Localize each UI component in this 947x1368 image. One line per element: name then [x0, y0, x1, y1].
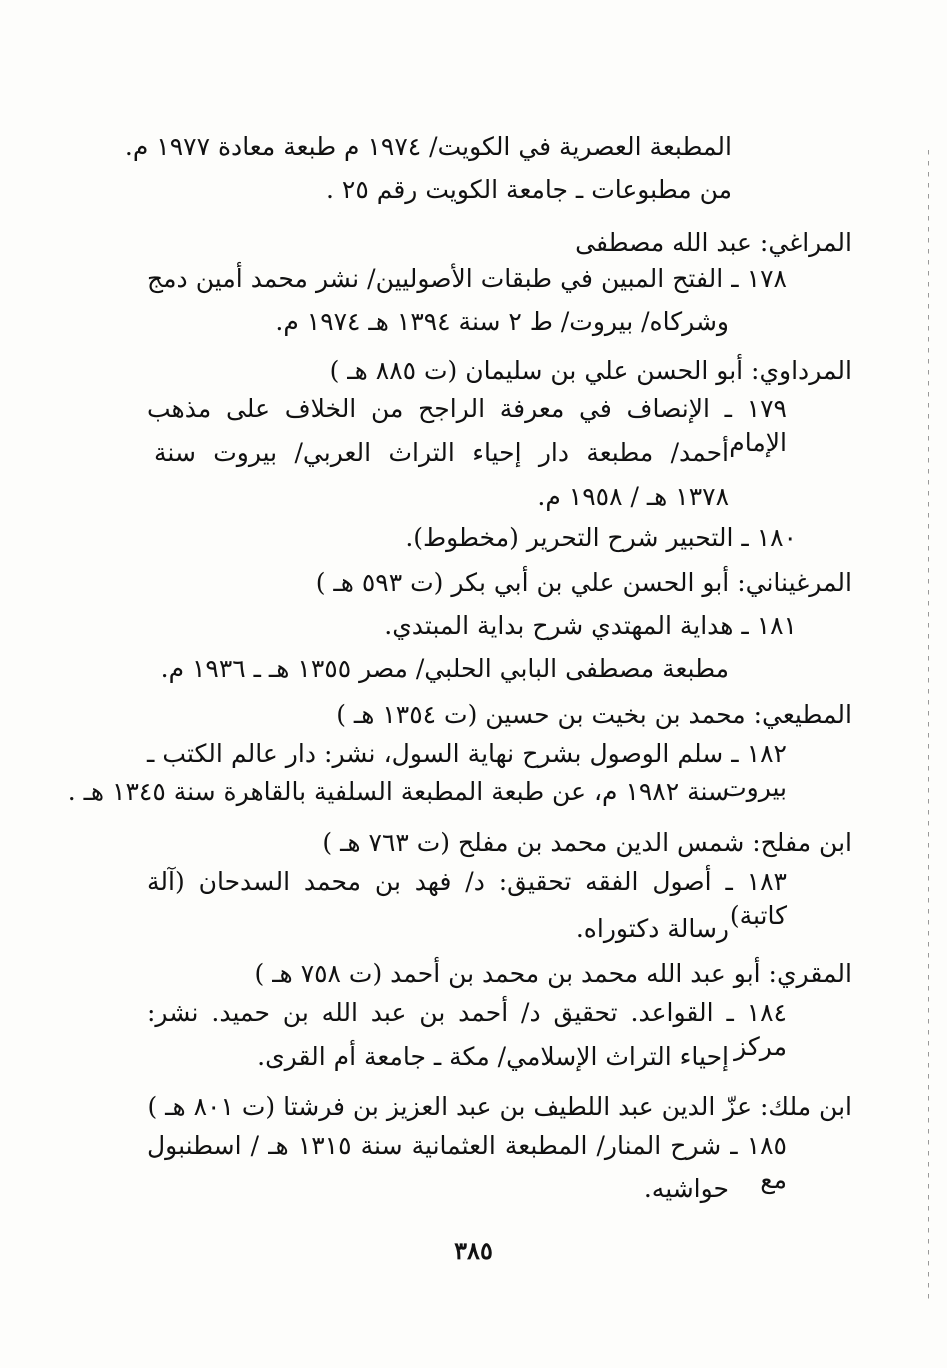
entry-author: المرداوي: أبو الحسن علي بن سليمان (ت ٨٨٥ هـ ) [329, 356, 852, 385]
entry-title: ١٨٥ ـ شرح المنار/ المطبعة العثمانية سنة ١٣١٥ هـ / اسطنبول مع [147, 1131, 787, 1194]
text-line: سنة ١٩٨٢ م، عن طبعة المطبعة السلفية بالقاهرة سنة ١٣٤٥ هـ . [67, 777, 729, 806]
entry-author: المقري: أبو عبد الله محمد بن محمد بن أحمد (ت ٧٥٨ هـ ) [254, 959, 852, 988]
text-line: المطبعة العصرية في الكويت/ ١٩٧٤ م طبعة معادة ١٩٧٧ م. [124, 132, 732, 161]
text-line: من مطبوعات ـ جامعة الكويت رقم ٢٥ . [326, 175, 732, 204]
entry-title: ١٧٨ ـ الفتح المبين في طبقات الأصوليين/ نشر محمد أمين دمج [147, 264, 787, 293]
entry-title: ١٨٣ ـ أصول الفقه تحقيق: د/ فهد بن محمد السدحان (آلة كاتبة) [147, 867, 787, 930]
text-line: أحمد/ مطبعة دار إحياء التراث العربي/ بيروت سنة [154, 438, 729, 467]
entry-author: المراغي: عبد الله مصطفى [575, 228, 852, 257]
text-line: ١٣٧٨ هـ / ١٩٥٨ م. [537, 482, 729, 511]
entry-author: المرغيناني: أبو الحسن علي بن أبي بكر (ت ٥٩٣ هـ ) [315, 568, 852, 597]
entry-title: ١٨١ ـ هداية المهتدي شرح بداية المبتدي. [384, 611, 797, 640]
text-line: وشركاه/ بيروت/ ط ٢ سنة ١٣٩٤ هـ ١٩٧٤ م. [275, 307, 729, 336]
page-number: ٣٨٥ [454, 1236, 493, 1265]
text-line: إحياء التراث الإسلامي/ مكة ـ جامعة أم القرى. [257, 1042, 729, 1071]
text-line: رسالة دكتوراه. [575, 914, 729, 943]
page-edge-dots [928, 150, 929, 1300]
entry-title: ١٨٠ ـ التحبير شرح التحرير (مخطوط). [405, 523, 797, 552]
entry-title: ١٨٤ ـ القواعد. تحقيق د/ أحمد بن عبد الله بن حميد. نشر: مركز [147, 998, 787, 1061]
entry-title: ١٨٢ ـ سلم الوصول بشرح نهاية السول، نشر: دار عالم الكتب ـ بيروت [147, 739, 787, 802]
entry-title: ١٧٩ ـ الإنصاف في معرفة الراجح من الخلاف على مذهب الإمام [147, 394, 787, 457]
entry-author: ابن ملك: عزّ الدين عبد اللطيف بن عبد العزيز بن فرشتا (ت ٨٠١ هـ ) [147, 1092, 852, 1121]
text-line: حواشيه. [643, 1174, 729, 1203]
entry-author: المطيعي: محمد بن بخيت بن حسين (ت ١٣٥٤ هـ ) [336, 700, 852, 729]
entry-author: ابن مفلح: شمس الدين محمد بن مفلح (ت ٧٦٣ هـ ) [322, 828, 852, 857]
text-line: مطبعة مصطفى البابي الحلبي/ مصر ١٣٥٥ هـ ـ ١٩٣٦ م. [160, 654, 729, 683]
